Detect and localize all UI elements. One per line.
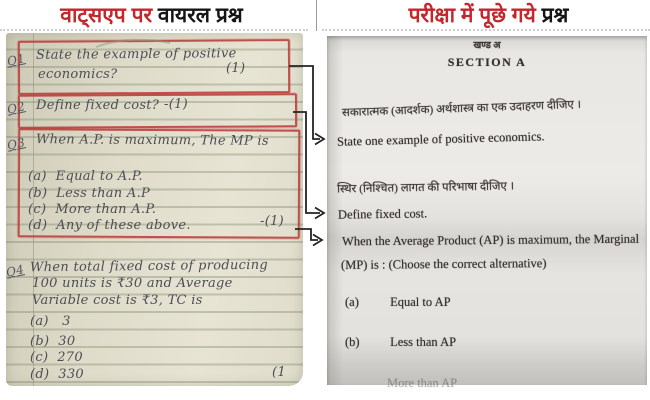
- q3-stem: When A.P. is maximum, The MP is: [35, 132, 269, 149]
- q3-option-d: [28, 219, 191, 233]
- exam-q1-hindi: सकारात्मक (आदर्शक) अर्थशास्त्र का एक उदाहरण दीजिए ।: [341, 98, 582, 120]
- q2-marks: -(1): [164, 97, 189, 112]
- right-column-title: [327, 2, 650, 30]
- exam-q3-option-a-text: Equal to AP: [390, 295, 451, 309]
- q2-number: Q2: [5, 99, 27, 117]
- q1-text-line1: State the example of positive: [35, 46, 237, 63]
- q4-option-d-key: (d): [30, 367, 50, 382]
- q4-option-c: [30, 351, 83, 365]
- exam-q3-line1: When the Average Product (AP) is maximum, the Marginal: [341, 231, 640, 249]
- q4-option-b-key: (b): [30, 334, 50, 349]
- q4-option-b: [30, 335, 75, 349]
- q4-option-d: [30, 368, 84, 382]
- q3-option-d-text: Any of these above.: [56, 218, 191, 233]
- q4-option-c-key: (c): [30, 350, 49, 365]
- q4-option-d-text: 330: [58, 367, 84, 382]
- exam-q3-option-b-text: Less than AP: [390, 335, 457, 349]
- q3-option-c-key: (c): [28, 202, 47, 217]
- header-dotted-rule-left: [0, 29, 308, 31]
- exam-q3-line2: (MP) is : (Choose the correct alternative): [340, 256, 547, 272]
- q1-text-line2: economics?: [38, 67, 118, 82]
- q4-option-a: [30, 315, 71, 329]
- q4-marks: (1: [272, 365, 286, 380]
- q1-marks: (1): [226, 61, 246, 76]
- q4-number: Q4: [4, 262, 26, 280]
- left-column-title: [0, 2, 303, 30]
- header-dotted-rule-right: [322, 29, 650, 31]
- left-title-red-text: वाट्सएप पर: [60, 4, 153, 27]
- q4-text-line2: 100 units is ₹30 and Average: [32, 276, 233, 291]
- q4-option-c-text: 270: [57, 350, 83, 365]
- exam-q3-option-a: [345, 295, 451, 309]
- q4-option-b-text: 30: [58, 334, 76, 349]
- q1-number: Q1: [5, 51, 27, 69]
- q3-option-d-key: (d): [28, 218, 48, 233]
- q3-option-b-key: (b): [28, 186, 48, 201]
- q3-option-a-key: (a): [28, 169, 47, 184]
- right-title-black-text: प्रश्न: [535, 4, 569, 27]
- q3-option-c: [28, 203, 156, 217]
- q3-option-b: [28, 187, 150, 201]
- q3-marks: -(1): [260, 214, 285, 229]
- q3-option-c-text: More than A.P.: [55, 202, 157, 217]
- q3-number: Q3: [5, 135, 27, 153]
- q2-text: Define fixed cost?: [36, 98, 160, 113]
- q3-option-a-text: Equal to A.P.: [55, 169, 143, 184]
- section-heading-hindi: खण्ड अ: [473, 41, 501, 51]
- exam-q3-option-c-partial: More than AP: [387, 376, 458, 390]
- q4-text-line1: When total fixed cost of producing: [29, 257, 269, 276]
- header-divider: [316, 0, 317, 31]
- q4-option-a-key: (a): [30, 314, 49, 329]
- q3-option-a: [28, 170, 143, 184]
- q4-text-line3: Variable cost is ₹3, TC is: [32, 293, 203, 308]
- left-title-black-text: वायरल प्रश्न: [152, 4, 243, 27]
- exam-q2-english: Define fixed cost.: [337, 206, 428, 222]
- whatsapp-note-photo: [6, 33, 303, 386]
- section-heading-english: SECTION A: [447, 55, 527, 69]
- exam-q3-option-a-key: (a): [345, 295, 359, 309]
- q4-option-a-text: 3: [62, 314, 71, 329]
- exam-paper-photo: [327, 36, 647, 390]
- exam-q1-english: State one example of positive economics.: [336, 129, 545, 149]
- right-title-red-text: परीक्षा में पूछे गये: [408, 4, 536, 27]
- exam-q2-hindi: स्थिर (निश्चित) लागत की परिभाषा दीजिए ।: [336, 180, 515, 196]
- exam-q3-option-b: [345, 335, 456, 349]
- exam-q3-option-b-key: (b): [345, 335, 360, 349]
- q3-option-b-text: Less than A.P: [56, 186, 151, 201]
